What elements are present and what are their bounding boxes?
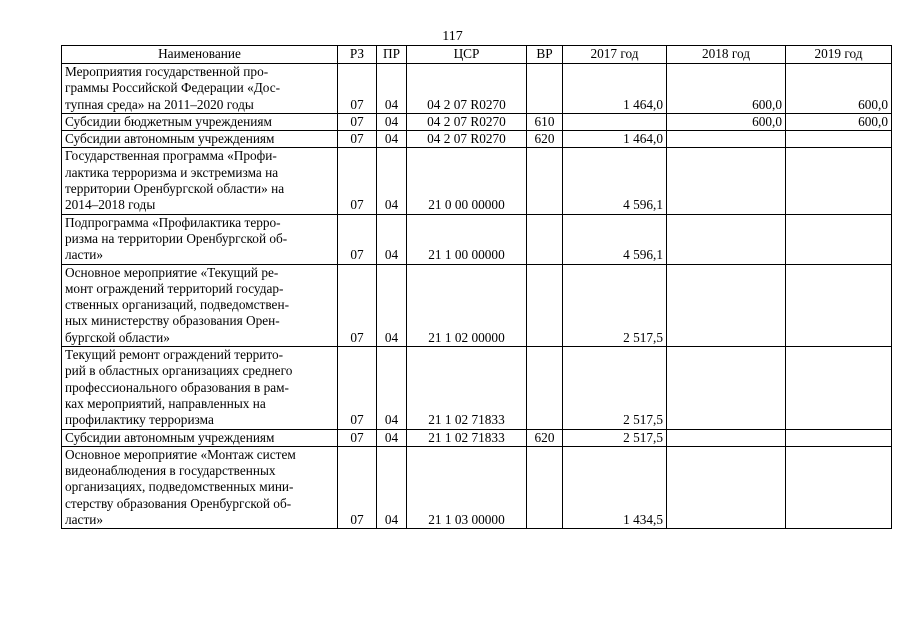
table-row [62,214,892,264]
row-name-line: Мероприятия государственной про- [65,64,269,79]
row-amount-2017 [563,113,667,130]
row-rz: 07 [338,131,377,148]
row-vr: 620 [527,429,563,446]
row-amount-2017: 2 517,5 [563,429,667,446]
row-vr [527,264,563,346]
row-name-line: рий в областных организациях среднего [65,363,293,379]
row-name-line: граммы Российской Федерации «Дос- [65,80,281,96]
row-pr: 04 [377,446,407,528]
row-vr [527,214,563,264]
row-name-line: Государственная программа «Профи- [65,148,277,164]
row-name-line: видеонаблюдения в государственных [65,463,276,479]
row-amount-2017: 2 517,5 [563,347,667,429]
row-name-line: ных министерству образования Орен- [65,313,280,329]
row-amount-2019: 600,0 [786,113,892,130]
row-name-line: организациях, подведомственных мини- [65,479,294,495]
row-rz: 07 [338,64,377,114]
row-amount-2018 [667,214,786,264]
row-csr: 21 1 02 00000 [407,264,527,346]
row-name-line: ственных организаций, подведомствен- [65,297,289,313]
row-amount-2017: 2 517,5 [563,264,667,346]
row-amount-2019: 600,0 [786,64,892,114]
row-pr: 04 [377,347,407,429]
header-2017: 2017 год [563,46,667,64]
row-amount-2019 [786,131,892,148]
row-name [62,264,338,346]
row-amount-2019 [786,429,892,446]
row-amount-2018 [667,264,786,346]
row-name-line: ласти» [65,247,104,263]
row-csr: 21 1 02 71833 [407,347,527,429]
row-rz: 07 [338,446,377,528]
budget-table [61,45,892,529]
row-vr [527,347,563,429]
row-csr: 21 1 02 71833 [407,429,527,446]
row-rz: 07 [338,214,377,264]
row-csr: 04 2 07 R0270 [407,64,527,114]
row-amount-2019 [786,214,892,264]
page-number: 117 [442,29,463,44]
row-pr: 04 [377,113,407,130]
row-vr: 620 [527,131,563,148]
header-pr: ПР [377,46,407,64]
row-amount-2019 [786,347,892,429]
row-csr: 21 0 00 00000 [407,148,527,214]
row-name-line: профилактику терроризма [65,412,214,428]
row-amount-2017: 4 596,1 [563,214,667,264]
row-name-line: стерству образования Оренбургской об- [65,495,292,511]
row-name-line: ризма на территории Оренбургской об- [65,230,288,246]
row-csr: 04 2 07 R0270 [407,113,527,130]
row-amount-2019 [786,264,892,346]
row-name-line: бургской области» [65,329,170,345]
header-name: Наименование [62,46,338,64]
row-pr: 04 [377,148,407,214]
row-rz: 07 [338,264,377,346]
row-amount-2017: 1 434,5 [563,446,667,528]
row-pr: 04 [377,64,407,114]
row-amount-2018: 600,0 [667,113,786,130]
row-name-line: Субсидии автономным учреждениям [65,131,275,147]
row-name-line: Основное мероприятие «Текущий ре- [65,264,279,280]
row-name-line: Подпрограмма «Профилактика терро- [65,214,281,230]
row-csr: 21 1 03 00000 [407,446,527,528]
row-amount-2018 [667,131,786,148]
row-name [62,214,338,264]
row-name [62,113,338,130]
row-pr: 04 [377,264,407,346]
row-amount-2017: 1 464,0 [563,131,667,148]
table-row [62,446,892,528]
row-name-line: территории Оренбургской области» на [65,181,285,197]
row-pr: 04 [377,429,407,446]
row-amount-2018: 600,0 [667,64,786,114]
row-amount-2017: 1 464,0 [563,64,667,114]
row-name-line: монт ограждений территорий государ- [65,280,284,296]
row-vr [527,446,563,528]
header-rz: РЗ [338,46,377,64]
row-name [62,148,338,214]
row-amount-2017: 4 596,1 [563,148,667,214]
header-csr: ЦСР [407,46,527,64]
header-2019: 2019 год [786,46,892,64]
row-name-line: лактика терроризма и экстремизма на [65,164,279,180]
table-row [62,148,892,214]
table-row [62,429,892,446]
row-name [62,429,338,446]
row-name-line: Текущий ремонт ограждений террито- [65,347,284,363]
row-pr: 04 [377,131,407,148]
header-vr: ВР [527,46,563,64]
row-name-line: Субсидии автономным учреждениям [65,429,275,445]
row-name [62,64,338,114]
table-row [62,347,892,429]
row-rz: 07 [338,148,377,214]
row-rz: 07 [338,113,377,130]
row-rz: 07 [338,429,377,446]
row-amount-2018 [667,446,786,528]
row-amount-2018 [667,347,786,429]
row-name-line: ласти» [65,512,104,528]
table-row [62,113,892,130]
table-row [62,264,892,346]
row-amount-2018 [667,429,786,446]
row-name-line: 2014–2018 годы [65,197,156,213]
row-pr: 04 [377,214,407,264]
table-header-row [62,46,892,64]
row-amount-2019 [786,446,892,528]
header-2018: 2018 год [667,46,786,64]
row-vr [527,64,563,114]
row-csr: 21 1 00 00000 [407,214,527,264]
row-amount-2019 [786,148,892,214]
row-name-line: тупная среда» на 2011–2020 годы [65,96,254,112]
table-row [62,64,892,114]
row-vr: 610 [527,113,563,130]
row-name [62,347,338,429]
row-amount-2018 [667,148,786,214]
row-name-line: Основное мероприятие «Монтаж систем [65,446,296,462]
table-row [62,131,892,148]
row-name-line: профессионального образования в рам- [65,379,289,395]
row-vr [527,148,563,214]
row-name-line: Субсидии бюджетным учреждениям [65,113,272,129]
row-rz: 07 [338,347,377,429]
row-name [62,446,338,528]
row-name [62,131,338,148]
row-name-line: ках мероприятий, направленных на [65,395,266,411]
row-csr: 04 2 07 R0270 [407,131,527,148]
